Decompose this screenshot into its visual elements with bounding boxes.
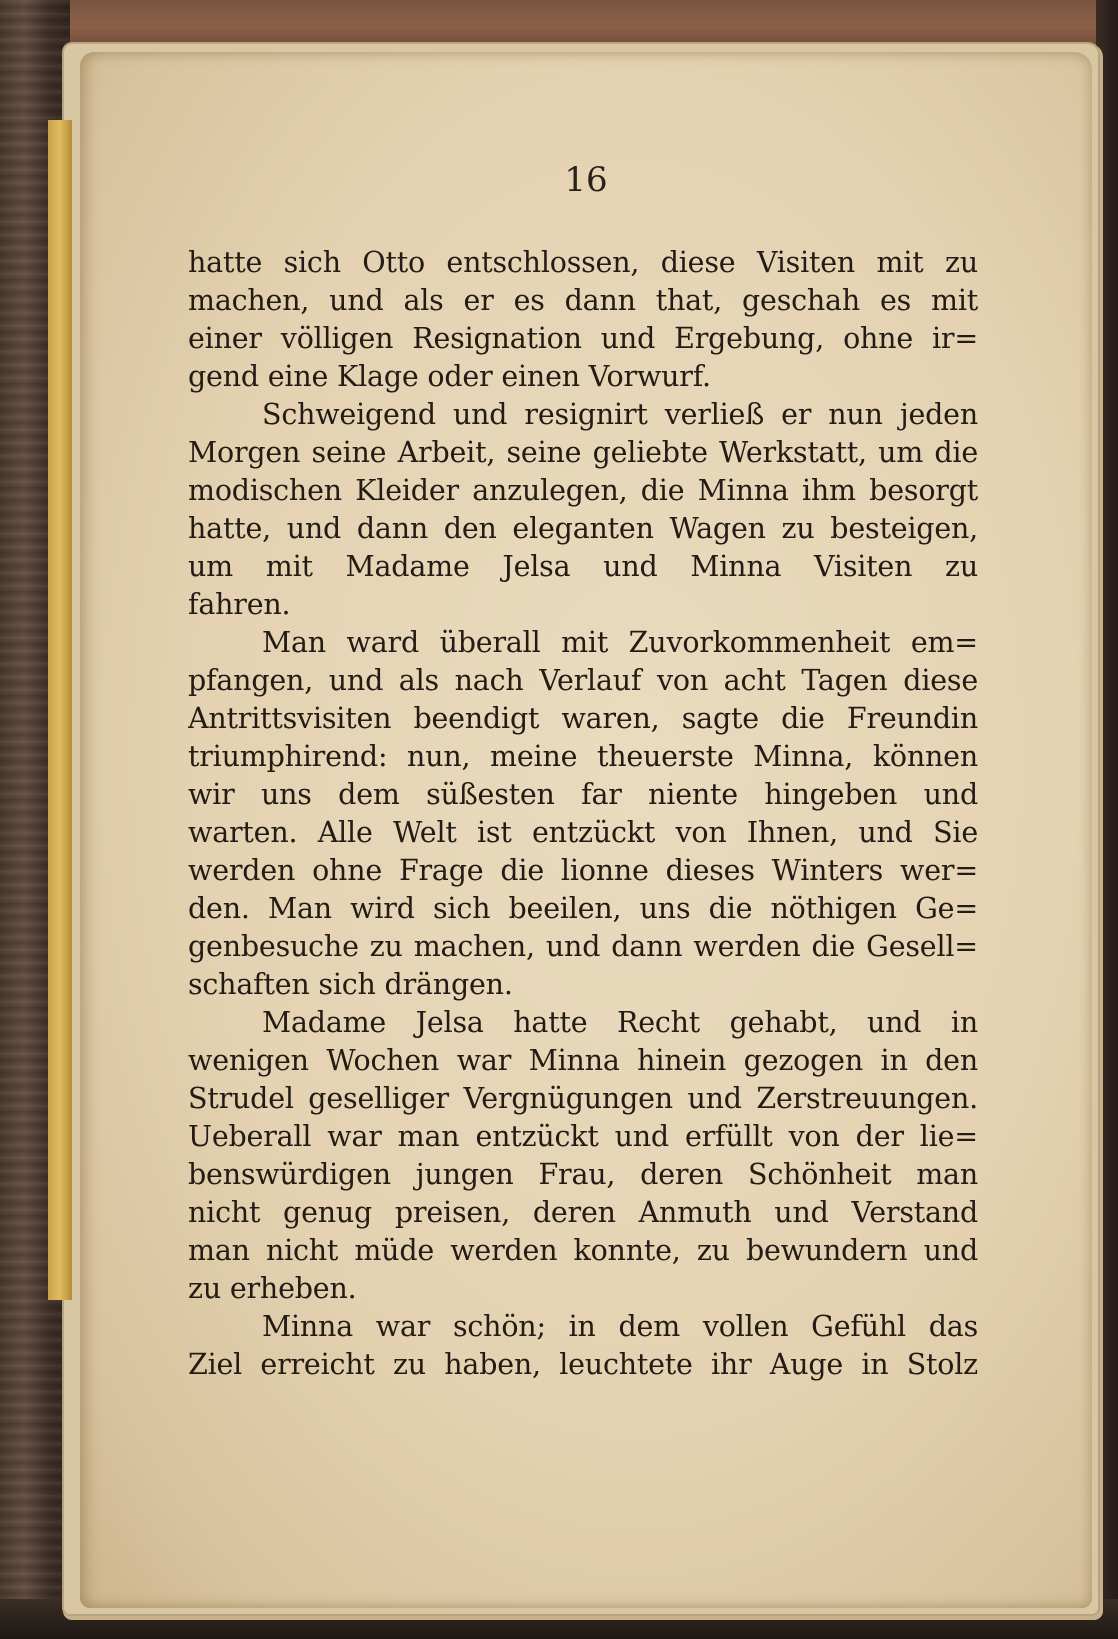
text-line: Antrittsvisiten beendigt waren, sagte die Freundin [188,702,978,735]
text-line: Ziel erreicht zu haben, leuchtete ihr Auge in Stolz [188,1348,978,1381]
text-line: man nicht müde werden konnte, zu bewundern und [188,1234,978,1267]
text-line: benswürdigen jungen Frau, deren Schönheit man [188,1158,978,1191]
text-line: hatte, und dann den eleganten Wagen zu besteigen, [188,512,978,545]
text-line: pfangen, und als nach Verlauf von acht Tagen diese [188,664,978,697]
text-line: zu erheben. [188,1272,357,1305]
text-line: Ueberall war man entzückt und erfüllt von der lie= [188,1120,978,1153]
page-edge-strip [48,120,72,1300]
text-line: Morgen seine Arbeit, seine geliebte Werkstatt, um die [188,436,978,469]
text-line: Schweigend und resignirt verließ er nun jeden [262,398,978,431]
text-line: gend eine Klage oder einen Vorwurf. [188,360,711,393]
book-cover-right [1096,0,1118,1639]
text-line: modischen Kleider anzulegen, die Minna ihm besorgt [188,474,978,507]
book-page [80,52,1092,1608]
text-line: wir uns dem süßesten far niente hingeben und [188,778,978,811]
text-line: nicht genug preisen, deren Anmuth und Verstand [188,1196,978,1229]
text-line: Minna war schön; in dem vollen Gefühl das [262,1310,978,1343]
text-line: den. Man wird sich beeilen, uns die nöthigen Ge= [188,892,978,925]
text-line: hatte sich Otto entschlossen, diese Visiten mit zu [188,246,978,279]
text-line: Man ward überall mit Zuvorkommenheit em= [262,626,978,659]
body-text [188,244,978,1384]
text-line: wenigen Wochen war Minna hinein gezogen in den [188,1044,978,1077]
text-line: werden ohne Frage die lionne dieses Winters wer= [188,854,978,887]
text-line: fahren. [188,588,291,621]
text-line: triumphirend: nun, meine theuerste Minna, können [188,740,978,773]
text-line: Madame Jelsa hatte Recht gehabt, und in [262,1006,978,1039]
text-line: warten. Alle Welt ist entzückt von Ihnen, und Sie [188,816,978,849]
text-line: einer völligen Resignation und Ergebung, ohne ir= [188,322,978,355]
text-line: Strudel geselliger Vergnügungen und Zerstreuungen. [188,1082,978,1115]
text-line: machen, und als er es dann that, geschah es mit [188,284,978,317]
text-line: schaften sich drängen. [188,968,513,1001]
text-line: genbesuche zu machen, und dann werden die Gesell= [188,930,978,963]
page-number: 16 [564,160,608,200]
text-line: um mit Madame Jelsa und Minna Visiten zu [188,550,978,583]
